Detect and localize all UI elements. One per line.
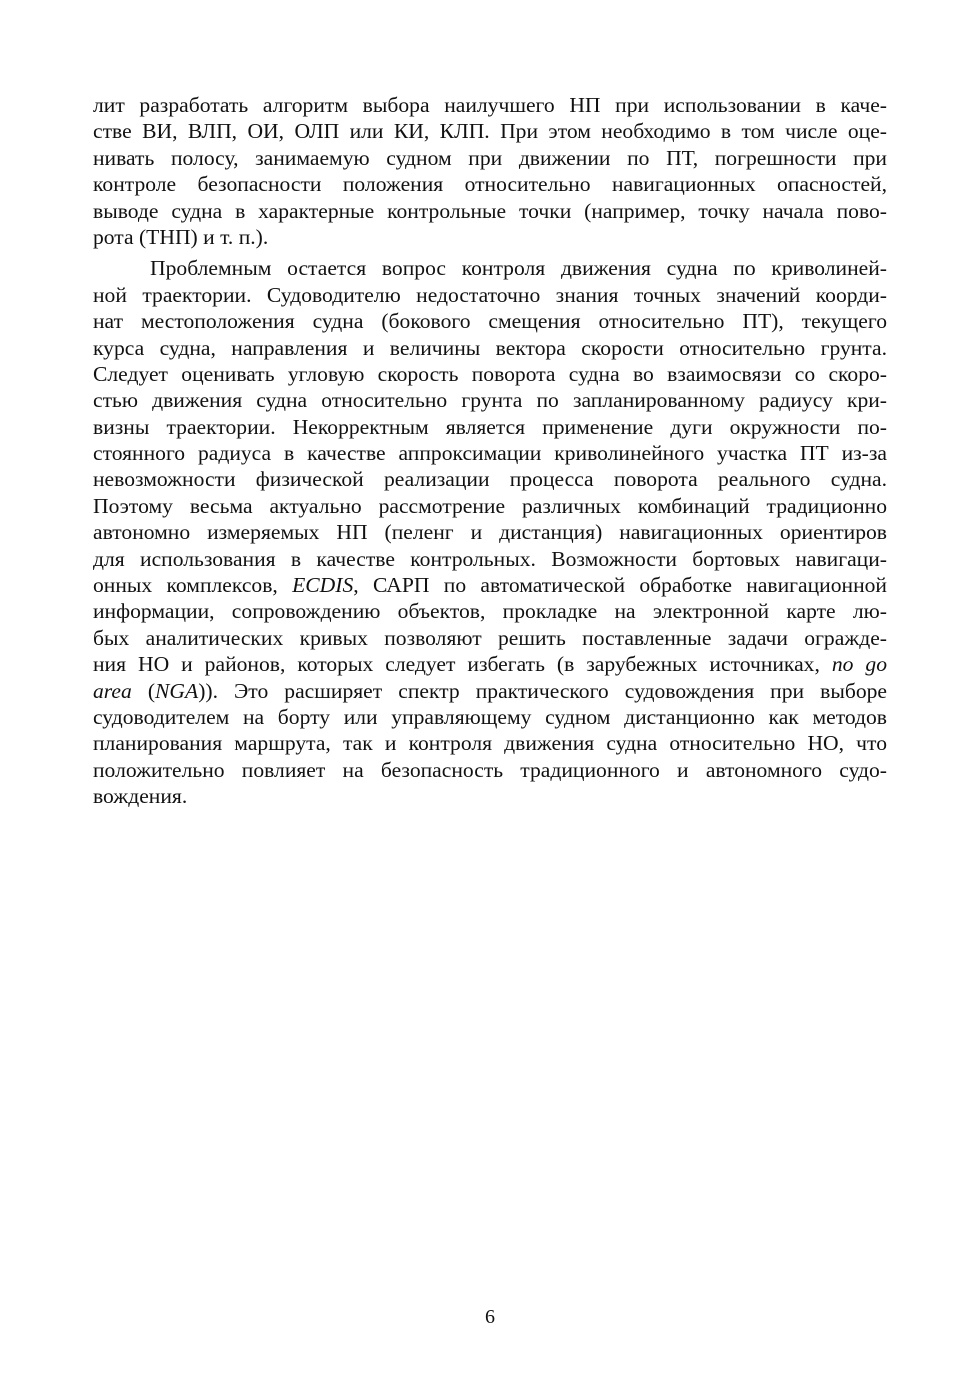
text-line: вождения. <box>93 784 188 809</box>
paragraph-2 <box>93 255 887 809</box>
text-line: стве ВИ, ВЛП, ОИ, ОЛП или КИ, КЛП. При этом необходимо в том числе оце- <box>93 119 887 144</box>
text-line: нивать полосу, занимаемую судном при движении по ПТ, погрешности при <box>93 145 887 170</box>
text-run: ( <box>131 678 156 703</box>
text-line: положительно повлияет на безопасность традиционного и автономного судо- <box>93 757 887 782</box>
text-line <box>93 678 887 704</box>
text-line: нат местоположения судна (бокового смещения относительно ПТ), текущего <box>93 309 887 334</box>
italic-term-nga: NGA <box>155 678 199 703</box>
text-line <box>93 651 887 677</box>
text-line: выводе судна в характерные контрольные точки (например, точку начала пово- <box>93 198 887 223</box>
text-line: Следует оценивать угловую скорость поворота судна во взаимосвязи со скоро- <box>93 361 887 386</box>
paragraph-1 <box>93 92 887 250</box>
text-line: стоянного радиуса в качестве аппроксимации криволинейного участка ПТ из-за <box>93 441 887 466</box>
text-line: визны траектории. Некорректным является применение дуги окружности по- <box>93 414 887 439</box>
text-line: автономно измеряемых НП (пеленг и дистанция) навигационных ориентиров <box>93 520 887 545</box>
text-line: информации, сопровождению объектов, прокладке на электронной карте лю- <box>93 599 887 624</box>
text-run: )). Это расширяет спектр практического судовождения при выборе <box>198 678 887 703</box>
text-line: судоводителем на борту или управляющему судном дистанционно как методов <box>93 704 887 729</box>
text-line: курса судна, направления и величины вектора скорости относительно грунта. <box>93 335 887 360</box>
italic-term-no-go: no go <box>831 652 887 677</box>
text-line: невозможности физической реализации процесса поворота реального судна. <box>93 467 887 492</box>
italic-term-ecdis: ECDIS <box>292 573 354 598</box>
page-number: 6 <box>485 1306 495 1328</box>
text-line: бых аналитических кривых позволяют решить поставленные задачи огражде- <box>93 625 887 650</box>
page-body <box>93 92 887 810</box>
italic-term-area: area <box>93 678 132 703</box>
text-line: для использования в качестве контрольных. Возможности бортовых навигаци- <box>93 546 887 571</box>
text-line: планирования маршрута, так и контроля движения судна относительно НО, что <box>93 731 887 756</box>
text-run: онных комплексов, <box>93 573 293 598</box>
text-line: рота (ТНП) и т. п.). <box>93 224 269 249</box>
text-run: ния НО и районов, которых следует избегать (в зарубежных источниках, <box>93 652 832 677</box>
text-line <box>93 572 887 598</box>
text-line: лит разработать алгоритм выбора наилучшего НП при использовании в каче- <box>93 93 887 117</box>
text-line: Поэтому весьма актуально рассмотрение различных комбинаций традиционно <box>93 493 887 518</box>
text-line: контроле безопасности положения относительно навигационных опасностей, <box>93 172 887 197</box>
text-line: стью движения судна относительно грунта по запланированному радиусу кри- <box>93 388 887 413</box>
text-line: Проблемным остается вопрос контроля движения судна по криволиней- <box>150 256 887 281</box>
text-run: , САРП по автоматической обработке навигационной <box>353 573 887 598</box>
text-line: ной траектории. Судоводителю недостаточно знания точных значений коорди- <box>93 282 887 307</box>
